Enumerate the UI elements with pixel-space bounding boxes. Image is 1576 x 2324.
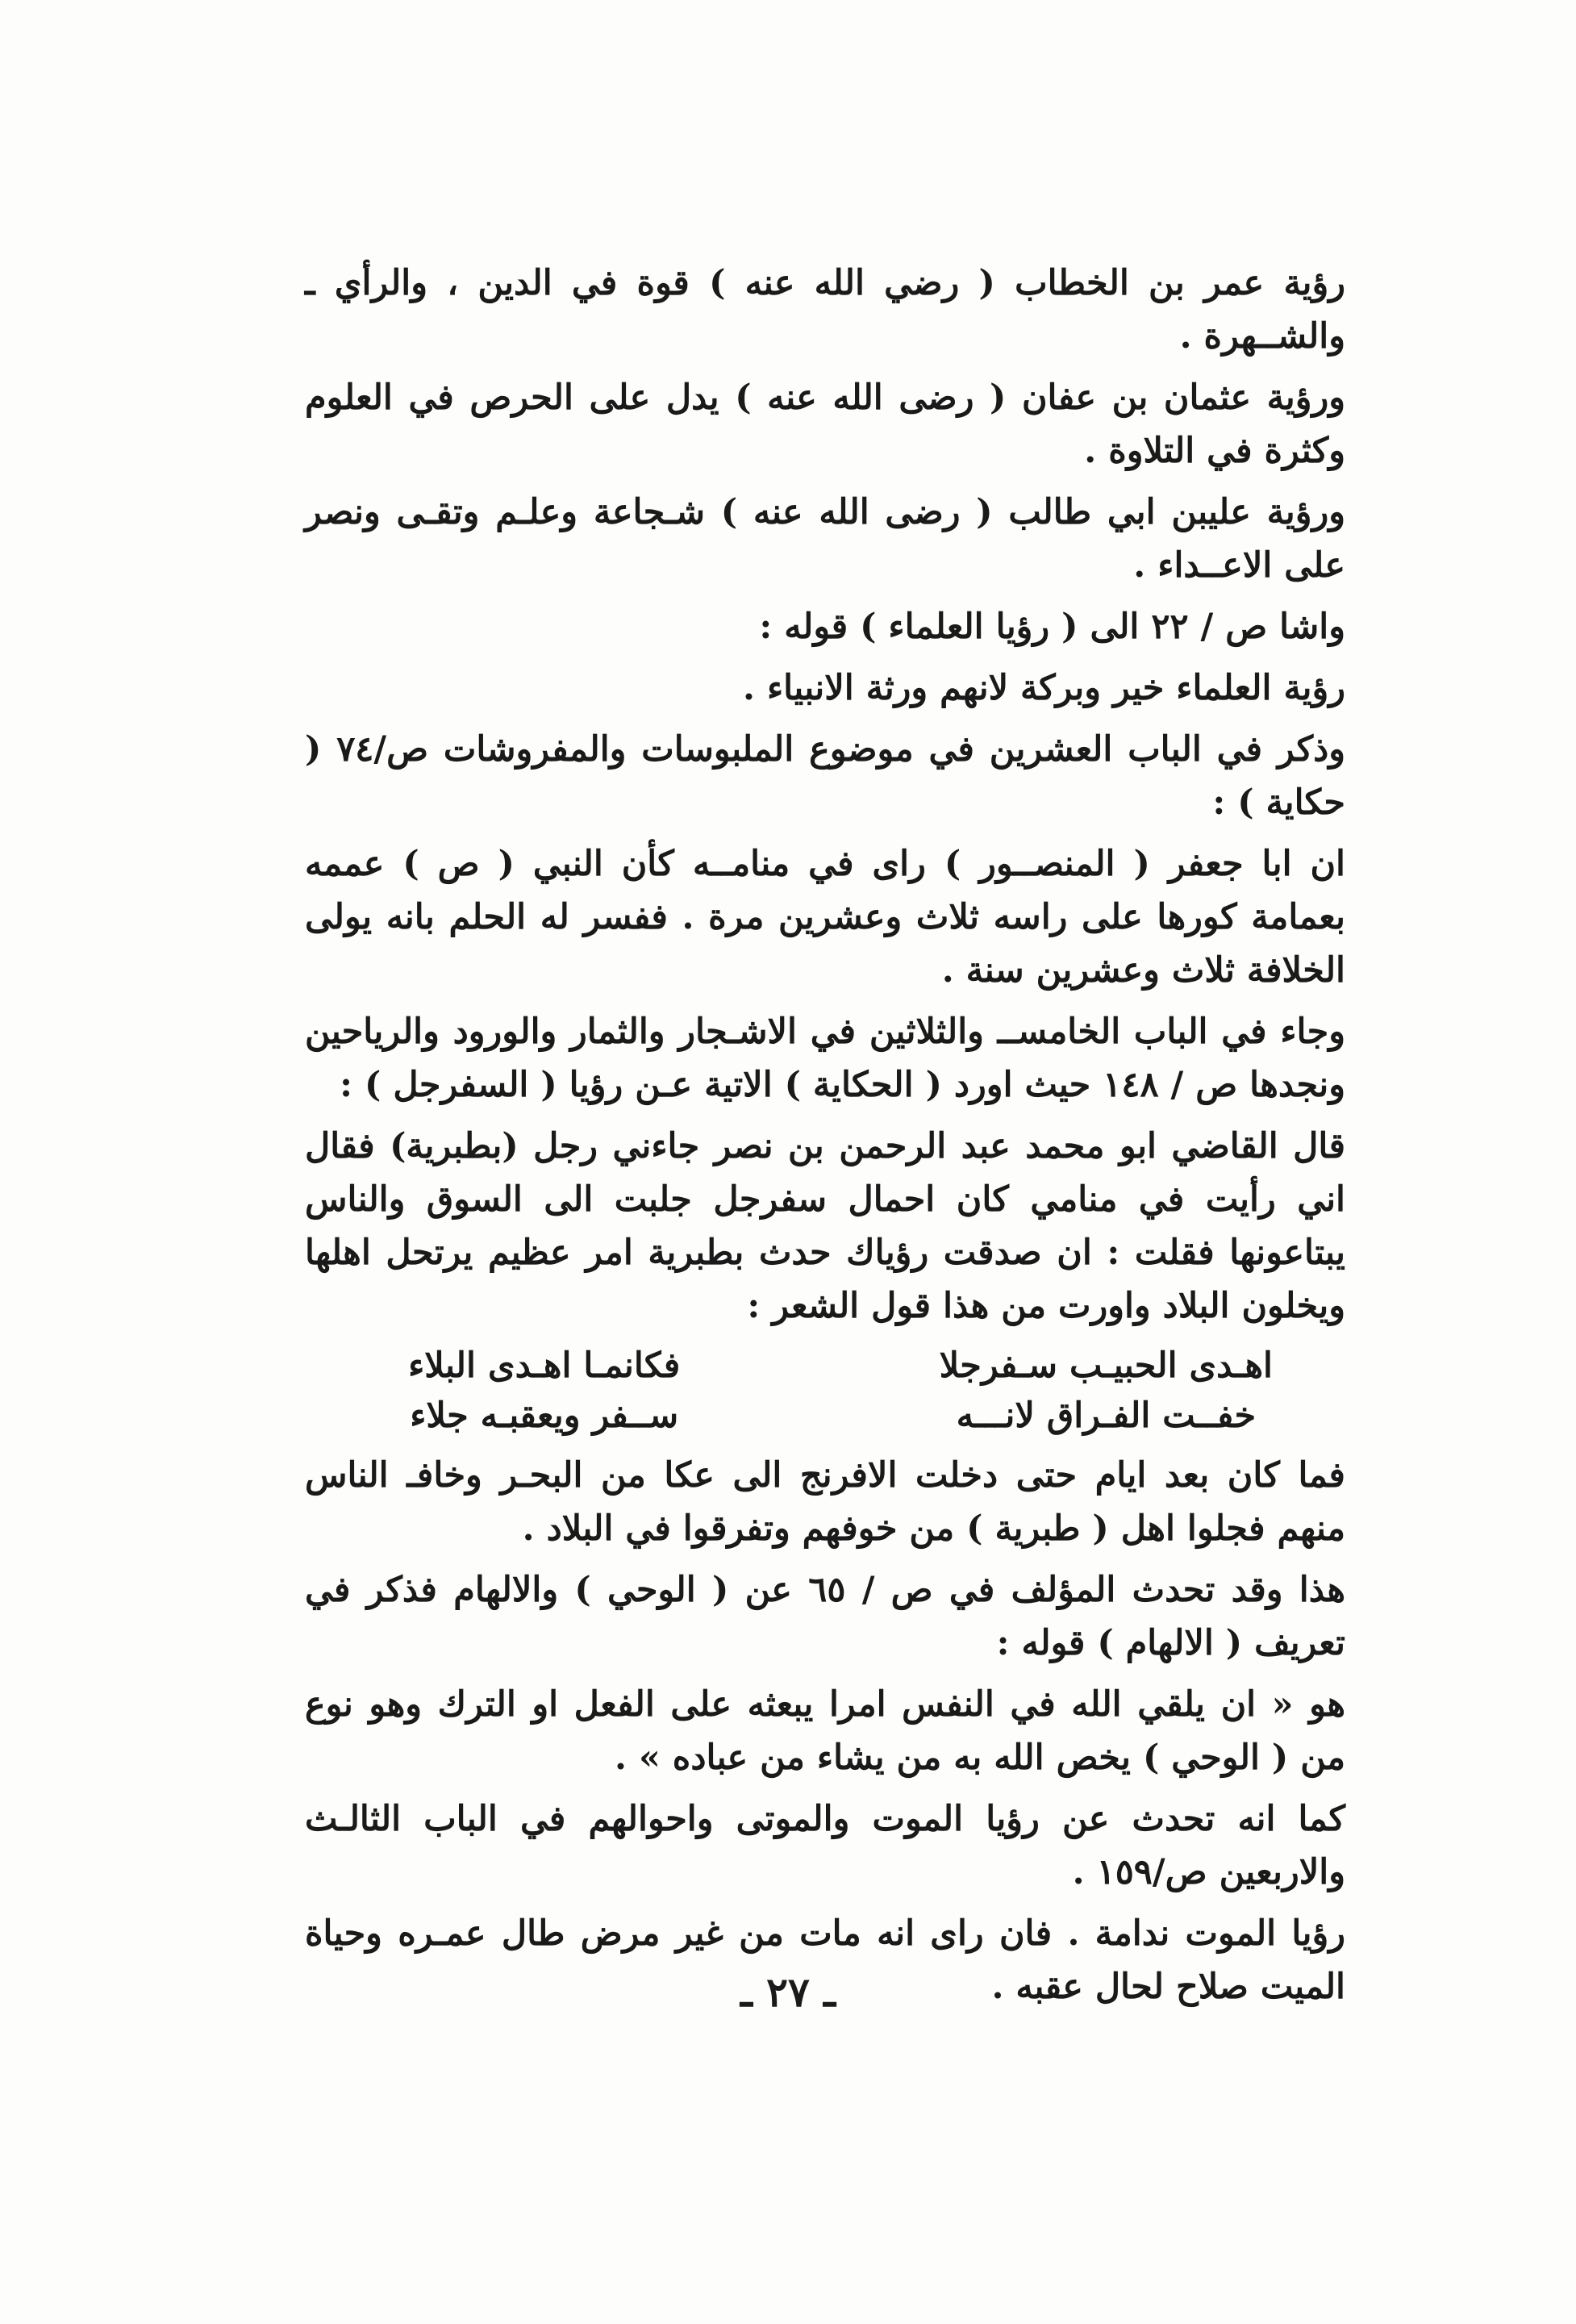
paragraph-chapter-twenty: وذكر في الباب العشرين في موضوع الملبوسات والمفروشات ص/٧٤ ( حكاية ) : [305, 729, 1345, 823]
poem-second-hemistich: فكانمـا اهـدى البلاء [408, 1346, 681, 1386]
paragraph-death-dream: رؤيا الموت ندامة . فان راى انه مات من غير مرض طال عمـره وحياة الميت صلاح لحال عقبه . [305, 1913, 1345, 2007]
paragraph-judge-story: قال القاضي ابو محمد عبد الرحمن بن نصر جاءني رجل (بطبرية) فقال اني رأيت في منامي كان احمال سفرجل جلبت الى السوق والناس يبتاعونها فقلت : ان صدقت رؤياك حدث بطبرية امر عظيم يرتحل اهلها ويخلون البلاد واورت من هذا قول الشعر : [305, 1126, 1345, 1326]
poem [305, 1341, 1345, 1441]
paragraph-ali: ورؤية عليبن ابي طالب ( رضى الله عنه ) شـجاعة وعلـم وتقـى ونصر على الاعــداء . [305, 492, 1345, 586]
paragraph-scholars-dream: رؤية العلماء خير وبركة لانهم ورثة الانبياء . [743, 668, 1345, 708]
paragraph-scholars-reference: واشا ص / ٢٢ الى ( رؤيا العلماء ) قوله : [759, 607, 1345, 647]
paragraph-inspiration-definition: هو « ان يلقي الله في النفس امرا يبعثه على الفعل او الترك وهو نوع من ( الوحي ) يخص الله به من يشاء من عباده » . [305, 1684, 1345, 1778]
paragraph-chapter-thirty-five: وجاء في الباب الخامســ والثلاثين في الاشـجار والثمار والورود والرياحين ونجدها ص / ١٤٨ حيث اورد ( الحكاية ) الاتية عـن رؤيا ( السفرجل ) : [305, 1012, 1345, 1105]
poem-first-hemistich: خفــت الفـراق لانـــه [956, 1396, 1257, 1436]
paragraph-uthman: ورؤية عثمان بن عفان ( رضى الله عنه ) يدل على الحرص في العلوم وكثرة في التلاوة . [305, 378, 1345, 471]
poem-line [305, 1341, 1345, 1391]
poem-first-hemistich: اهـدى الحبيـب سـفرجلا [939, 1346, 1273, 1386]
paragraph-franks-story: فما كان بعد ايام حتى دخلت الافرنج الى عكا من البحـر وخافـ الناس منهم فجلوا اهل ( طبرية ) من خوفهم وتفرقوا في البلاد . [305, 1455, 1345, 1549]
body-text [305, 257, 1345, 2022]
page-number: ـ ٢٧ ـ [740, 1968, 836, 2016]
paragraph-umar: رؤية عمر بن الخطاب ( رضي الله عنه ) قوة في الدين ، والرأي ـ والشــهرة . [305, 263, 1345, 357]
paragraph-inspiration-reference: هذا وقد تحدث المؤلف في ص / ٦٥ عن ( الوحي ) والالهام فذكر في تعريف ( الالهام ) قوله : [305, 1570, 1345, 1663]
poem-line [305, 1391, 1345, 1441]
paragraph-death-chapter: كما انه تحدث عن رؤيا الموت والموتى واحوالهم في الباب الثالـث والاربعين ص/١٥٩ . [305, 1799, 1345, 1892]
poem-second-hemistich: ســفر ويعقبـه جلاء [410, 1396, 679, 1436]
paragraph-abu-jafar-story: ان ابا جعفر ( المنصــور ) راى في منامــه كأن النبي ( ص ) عممه بعمامة كورها على راسه ثلاث وعشرين مرة . ففسر له الحلم بانه يولى الخلافة ثلاث وعشرين سنة . [305, 844, 1345, 991]
